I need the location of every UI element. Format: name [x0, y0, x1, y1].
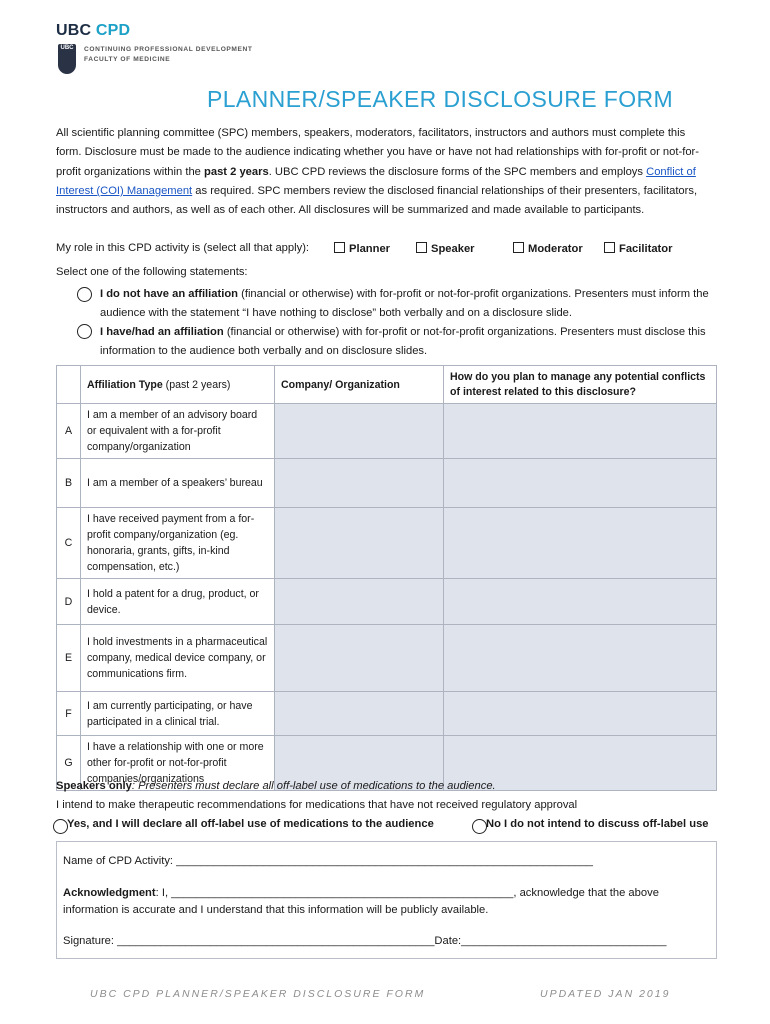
company-cell[interactable]	[275, 625, 444, 692]
statement-has-affiliation	[100, 323, 720, 361]
company-cell[interactable]	[275, 692, 444, 736]
company-cell[interactable]	[275, 508, 444, 579]
speakers-text: : Presenters must declare all off-label use of medications to the audience.	[131, 780, 496, 792]
manage-cell[interactable]	[444, 692, 717, 736]
role-speaker-checkbox[interactable]	[416, 242, 475, 255]
company-cell[interactable]	[275, 459, 444, 508]
no-off-label-radio[interactable]	[472, 819, 487, 834]
brand-logo	[56, 22, 130, 40]
table-row	[57, 579, 717, 625]
footer-left: UBC CPD PLANNER/SPEAKER DISCLOSURE FORM	[90, 988, 426, 1000]
no-off-label-label: No I do not intend to discuss off-label use	[486, 818, 709, 830]
checkbox-icon	[513, 242, 524, 253]
ack-bold: Acknowledgment	[63, 887, 156, 899]
yes-off-label-label: Yes, and I will declare all off-label use of medications to the audience	[67, 818, 434, 830]
row-description: I hold investments in a pharmaceutical company, medical device company, or communications firm.	[81, 625, 275, 692]
checkbox-icon	[334, 242, 345, 253]
checkbox-icon	[604, 242, 615, 253]
org-line-2: FACULTY OF MEDICINE	[84, 56, 171, 63]
ack-text: : I, _______________________________________________________, acknowledge that the above information is accurate and I understand that this information will be publicly available.	[63, 887, 659, 916]
manage-cell[interactable]	[444, 508, 717, 579]
row-letter: A	[57, 404, 81, 459]
signature-field[interactable]: Signature: ___________________________________________________Date:_________________________________	[63, 935, 667, 947]
affiliation-table	[56, 365, 717, 791]
role-facilitator-checkbox[interactable]	[604, 242, 672, 255]
row-letter: F	[57, 692, 81, 736]
coi-management-link[interactable]: Conflict of Interest (COI) Management	[56, 165, 696, 197]
footer-right: UPDATED JAN 2019	[540, 988, 671, 1000]
brand-cpd: CPD	[95, 22, 131, 39]
speakers-bold: Speakers only	[56, 780, 132, 792]
row-letter: B	[57, 459, 81, 508]
role-facilitator-label: Facilitator	[619, 243, 673, 255]
header-manage: How do you plan to manage any potential conflicts of interest related to this disclosure?	[444, 366, 717, 404]
row-description: I have received payment from a for-profit company/organization (eg. honoraria, grants, gifts, in-kind compensation, etc.)	[81, 508, 275, 579]
brand-ubc: UBC	[56, 22, 92, 39]
header-blank	[57, 366, 81, 404]
yes-off-label-radio[interactable]	[53, 819, 68, 834]
statement-no-affiliation-bold: I do not have an affiliation	[100, 288, 238, 300]
acknowledgment-box	[56, 841, 717, 959]
role-selection	[56, 242, 756, 254]
manage-cell[interactable]	[444, 625, 717, 692]
role-speaker-label: Speaker	[431, 243, 475, 255]
header-affiliation-type	[81, 366, 275, 404]
speakers-only-note	[56, 780, 496, 792]
intro-text-1: All scientific planning committee (SPC) members, speakers, moderators, facilitators, instructors and authors must complete this form. Disclosure must be made to the audience indicating whether you have or have not had relationships with for-profit or not-for-profit organizations within the	[56, 127, 699, 178]
role-planner-checkbox[interactable]	[334, 242, 390, 255]
statement-has-affiliation-text: (financial or otherwise) with for-profit or not-for-profit organizations. Presenters must disclose this information to the audience both verbally and on disclosure slides.	[100, 326, 706, 357]
table-row	[57, 404, 717, 459]
select-statement-label: Select one of the following statements:	[56, 266, 248, 278]
intro-text-3: as required. SPC members review the disclosed financial relationships of their presenters, facilitators, instructors and authors, as well as of each other. All disclosures will be summarized and made available to participants.	[56, 184, 698, 217]
company-cell[interactable]	[275, 579, 444, 625]
org-line-1: CONTINUING PROFESSIONAL DEVELOPMENT	[84, 46, 253, 53]
crest-label: UBC	[60, 45, 74, 51]
acknowledgment-text[interactable]	[63, 885, 703, 919]
table-header-row	[57, 366, 717, 404]
row-letter: E	[57, 625, 81, 692]
row-letter: C	[57, 508, 81, 579]
statement-no-affiliation	[100, 285, 720, 323]
statement-no-affiliation-text: (financial or otherwise) with for-profit or not-for-profit organizations. Presenters must inform the audience with the statement “I have nothing to disclose” both verbally and on a disclosure slide.	[100, 288, 709, 319]
row-description: I have a relationship with one or more other for-profit or not-for-profit companies/organizations	[81, 736, 275, 791]
role-moderator-checkbox[interactable]	[513, 242, 583, 255]
table-row	[57, 692, 717, 736]
activity-name-field[interactable]: Name of CPD Activity: ___________________________________________________________________	[63, 855, 594, 867]
role-planner-label: Planner	[349, 243, 391, 255]
manage-cell[interactable]	[444, 404, 717, 459]
no-affiliation-radio[interactable]	[77, 287, 92, 302]
intend-statement: I intend to make therapeutic recommendations for medications that have not received regulatory approval	[56, 799, 578, 811]
has-affiliation-radio[interactable]	[77, 324, 92, 339]
table-row	[57, 459, 717, 508]
form-title: PLANNER/SPEAKER DISCLOSURE FORM	[207, 86, 674, 112]
table-row	[57, 508, 717, 579]
header-type-norm: (past 2 years)	[162, 378, 231, 391]
table-row	[57, 625, 717, 692]
manage-cell[interactable]	[444, 579, 717, 625]
row-description: I am currently participating, or have participated in a clinical trial.	[81, 692, 275, 736]
manage-cell[interactable]	[444, 459, 717, 508]
role-label: My role in this CPD activity is (select all that apply):	[56, 242, 310, 254]
header-company: Company/ Organization	[275, 366, 444, 404]
row-description: I am a member of an advisory board or equivalent with a for-profit company/organization	[81, 404, 275, 459]
role-moderator-label: Moderator	[528, 243, 583, 255]
row-description: I hold a patent for a drug, product, or device.	[81, 579, 275, 625]
intro-paragraph	[56, 124, 706, 220]
statement-has-affiliation-bold: I have/had an affiliation	[100, 326, 224, 338]
header-type-bold: Affiliation Type	[87, 378, 163, 391]
checkbox-icon	[416, 242, 427, 253]
row-letter: G	[57, 736, 81, 791]
intro-text-2: . UBC CPD reviews the disclosure forms of the SPC members and employs	[268, 165, 647, 178]
row-description: I am a member of a speakers’ bureau	[81, 459, 275, 508]
company-cell[interactable]	[275, 404, 444, 459]
row-letter: D	[57, 579, 81, 625]
intro-bold: past 2 years	[204, 165, 269, 178]
